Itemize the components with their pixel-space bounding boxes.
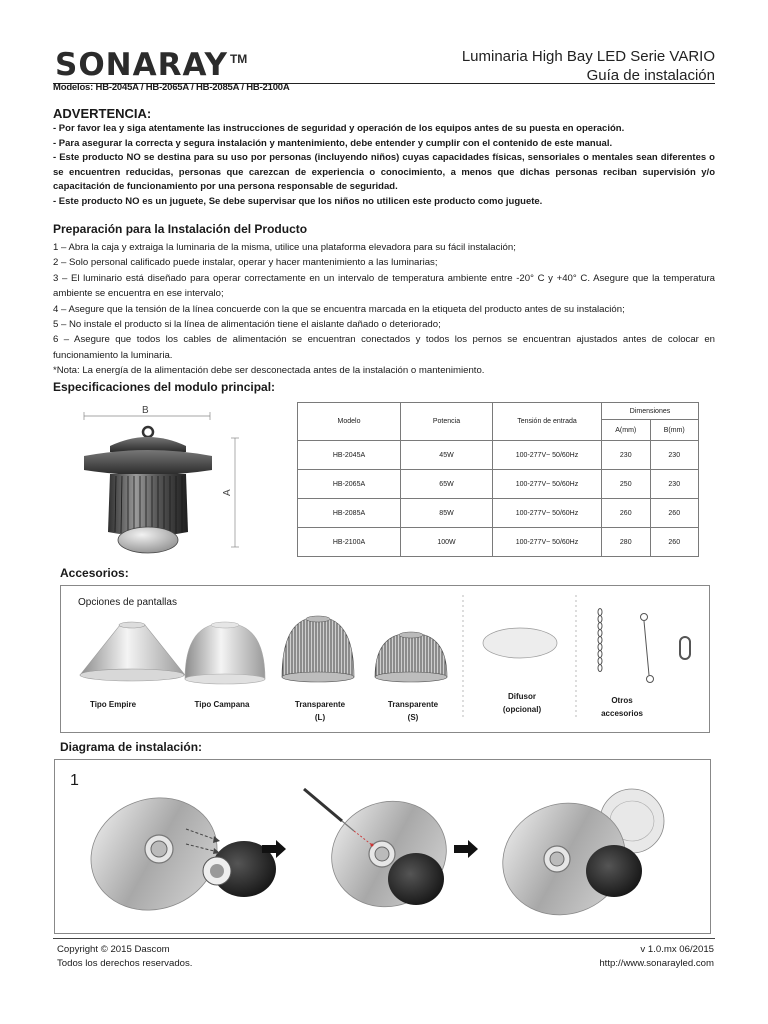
header-dim-b: B(mm) [650, 420, 699, 441]
cell-voltage: 100-277V~ 50/60Hz [493, 499, 602, 528]
cell-dim-a: 230 [602, 441, 651, 470]
cell-dim-b: 230 [650, 470, 699, 499]
step-screw-attachment [304, 785, 461, 922]
cell-power: 100W [401, 528, 493, 557]
cell-voltage: 100-277V~ 50/60Hz [493, 528, 602, 557]
cell-model: HB-2045A [298, 441, 401, 470]
preparation-item: 4 – Asegure que la tensión de la línea concuerde con la que se encuentra marcada en la etiqueta del producto antes de su instalación; [53, 303, 625, 315]
cell-model: HB-2085A [298, 499, 401, 528]
cell-dim-b: 260 [650, 528, 699, 557]
preparation-item: 5 – No instale el producto si la línea de alimentación tiene el aislante dañado o deteriorado; [53, 319, 441, 331]
preparation-note: *Nota: La energía de la alimentación debe ser desconectada antes de la instalación o mantenimiento. [53, 365, 485, 377]
version-text: v 1.0.mx 06/2015 [640, 944, 714, 955]
preparation-item: 2 – Solo personal calificado puede instalar, operar y hacer mantenimiento a las luminarias; [53, 257, 438, 269]
footer-right [599, 943, 714, 970]
label-campana: Tipo Campana [194, 700, 250, 709]
step-assembled-fixture [487, 786, 664, 932]
warning-item: - Este producto NO es un juguete, Se debe supervisar que los niños no utilicen este producto como juguete. [53, 195, 543, 207]
cell-dim-b: 260 [650, 499, 699, 528]
cell-voltage: 100-277V~ 50/60Hz [493, 470, 602, 499]
label-diffuser: Difusor (opcional) [502, 692, 542, 714]
cell-model: HB-2065A [298, 470, 401, 499]
label-empire: Tipo Empire [89, 700, 137, 709]
cell-dim-b: 230 [650, 441, 699, 470]
cell-power: 45W [401, 441, 493, 470]
table-row [298, 441, 699, 470]
driver-housing [84, 450, 212, 475]
table-row [298, 528, 699, 557]
cell-power: 85W [401, 499, 493, 528]
preparation-list [53, 240, 715, 379]
chain-image [598, 609, 602, 672]
footer-divider [53, 938, 715, 939]
preparation-item: 1 – Abra la caja y extraiga la luminaria de la misma, utilice una plataforma elevadora para su fácil instalación; [53, 242, 516, 253]
cell-dim-a: 260 [602, 499, 651, 528]
title-product: Luminaria High Bay LED Serie VARIO [461, 48, 715, 65]
preparation-item: 3 – El luminario está diseñado para operar correctamente en un intervalo de temperatura ambiente entre -20° C y +40° C. Asegure que la temperatura ambiente se encuentra en ese intervalo; [53, 272, 715, 300]
specs-title: Especificaciones del modulo principal: [53, 380, 276, 394]
transparent-large-shade-image [282, 616, 354, 682]
cell-voltage: 100-277V~ 50/60Hz [493, 441, 602, 470]
diagram-title: Diagrama de instalación: [60, 740, 203, 754]
accessories-title: Accesorios: [60, 566, 129, 580]
header-dim-a: A(mm) [602, 420, 651, 441]
arrow-next-icon [454, 840, 478, 858]
header-dimensions: Dimensiones [602, 403, 699, 420]
document-title [462, 47, 715, 85]
title-guide: Guía de instalación [586, 67, 715, 84]
label-other-accessories: Otros accesorios [601, 696, 643, 718]
lens-cover [118, 527, 178, 553]
logo-text: SONARAY [55, 47, 228, 83]
table-row [298, 470, 699, 499]
header-voltage: Tensión de entrada [493, 403, 602, 441]
header-model: Modelo [298, 403, 401, 441]
dimension-a-label: A [222, 489, 233, 496]
website-link[interactable]: http://www.sonarayled.com [599, 957, 714, 969]
brand-logo [55, 47, 248, 83]
step-reflector-detached [75, 780, 276, 927]
preparation-title: Preparación para la Instalación del Producto [53, 222, 308, 236]
empire-shade-image [80, 622, 185, 681]
cell-model: HB-2100A [298, 528, 401, 557]
hanging-ring [143, 427, 153, 437]
models-line: Modelos: HB-2045A / HB-2065A / HB-2085A / HB-2100A [53, 82, 290, 93]
step-number: 1 [70, 772, 79, 789]
bell-shade-image [185, 622, 265, 684]
copyright-text: Copyright © 2015 Dascom [57, 944, 170, 955]
specs-table [297, 402, 699, 557]
diffuser-image [483, 628, 557, 658]
carabiner-image [680, 637, 690, 659]
cell-dim-a: 250 [602, 470, 651, 499]
warning-title: ADVERTENCIA: [53, 106, 152, 121]
header-power: Potencia [401, 403, 493, 441]
rights-text: Todos los derechos reservados. [57, 957, 193, 969]
installation-diagram [54, 759, 711, 934]
preparation-item: 6 – Asegure que todos los cables de alimentación se encuentran conectados y todos los pernos se encuentran ajustados antes de colocar en funcionamiento la luminaria. [53, 334, 715, 361]
table-row [298, 499, 699, 528]
warning-list [53, 122, 715, 209]
warning-item: - Para asegurar la correcta y segura instalación y mantenimiento, debe entender y cumplir con el contenido de este manual. [53, 137, 613, 149]
wire-rope-image [641, 614, 654, 683]
label-transparent-l: Transparente (L) [294, 700, 346, 722]
cell-power: 65W [401, 470, 493, 499]
warning-item: - Por favor lea y siga atentamente las instrucciones de seguridad y operación de los equipos antes de su puesta en operación. [53, 123, 625, 134]
dimension-b-label: B [142, 405, 149, 416]
trademark-mark: TM [229, 52, 248, 66]
warning-item: - Este producto NO se destina para su uso por personas (incluyendo niños) cuyas capacidades físicas, sensoriales o mentales sean diferentes o se encuentren reducidas, personas que carezcan de experiencia o conocimiento, a menos que dichas personas reciban supervisión y/o capacitación de funcionamiento por una persona responsable de seguridad. [53, 152, 715, 192]
label-transparent-s: Transparente (S) [387, 700, 439, 722]
cell-dim-a: 280 [602, 528, 651, 557]
transparent-small-shade-image [375, 632, 447, 682]
fixture-dimension-drawing [70, 400, 270, 565]
shade-options-title: Opciones de pantallas [78, 597, 177, 608]
footer-left [57, 943, 192, 970]
